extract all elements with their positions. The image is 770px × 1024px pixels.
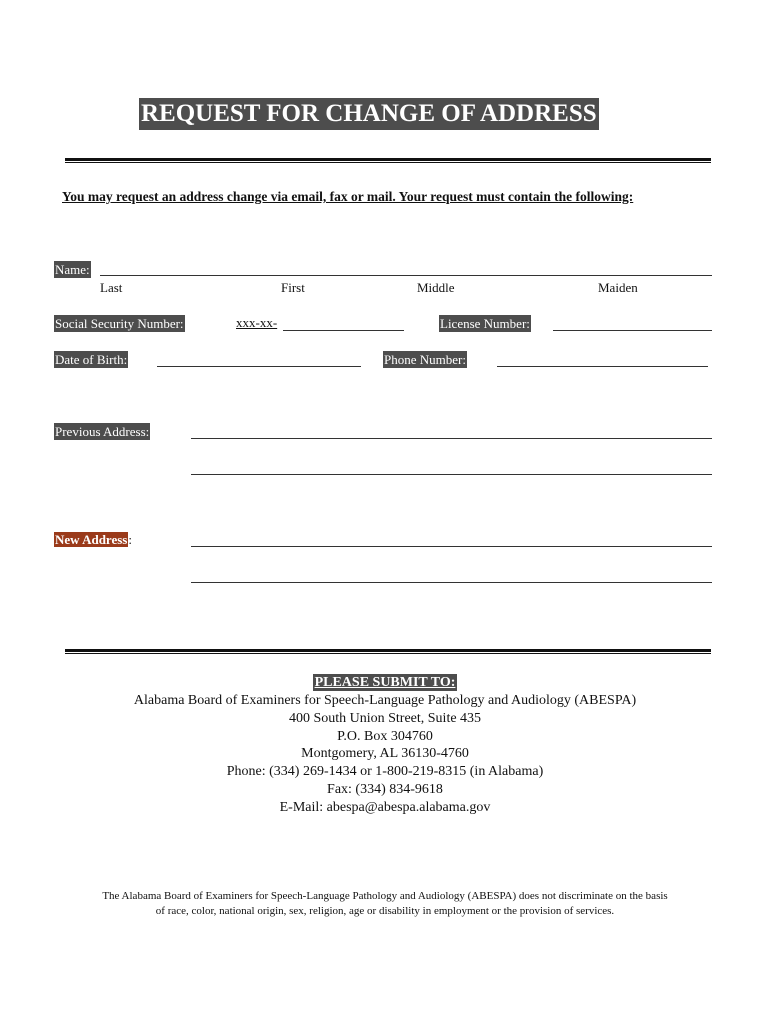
ssn-prefix: xxx-xx- <box>236 315 278 330</box>
name-sublabel-middle: Middle <box>417 280 455 295</box>
instructions-text: You may request an address change via email, fax or mail. Your request must contain the following: <box>62 189 634 204</box>
submit-header-wrap <box>0 674 770 691</box>
new-address-label-wrap <box>54 531 132 549</box>
phone-number-field[interactable] <box>497 366 708 367</box>
submit-line-po-box: P.O. Box 304760 <box>337 728 433 744</box>
nondiscrimination-footer <box>40 889 730 919</box>
dob-label: Date of Birth: <box>55 352 128 367</box>
ssn-label: Social Security Number: <box>55 316 184 331</box>
submit-line-fax: Fax: (334) 834-9618 <box>327 781 443 797</box>
previous-address-line-2[interactable] <box>191 474 712 475</box>
phone-number-label: Phone Number: <box>384 352 466 367</box>
submit-line-email: E-Mail: abespa@abespa.alabama.gov <box>279 799 491 815</box>
footer-line-1: The Alabama Board of Examiners for Speech-Language Pathology and Audiology (ABESPA) does not discriminate on the basis <box>102 890 668 902</box>
previous-address-line-1[interactable] <box>191 438 712 439</box>
name-sublabel-last: Last <box>100 280 123 295</box>
footer-line-2: of race, color, national origin, sex, religion, age or disability in employment or the provision of services. <box>155 905 615 917</box>
license-number-field[interactable] <box>553 330 712 331</box>
submit-address-block <box>0 692 770 817</box>
new-address-colon: : <box>128 532 132 547</box>
new-address-label: New Address <box>55 532 128 547</box>
submit-line-phone: Phone: (334) 269-1434 or 1-800-219-8315 (in Alabama) <box>226 764 544 780</box>
name-sublabel-first: First <box>281 280 305 295</box>
submit-line-city: Montgomery, AL 36130-4760 <box>301 746 469 762</box>
name-field[interactable] <box>100 275 712 276</box>
name-label: Name: <box>55 262 90 277</box>
submit-header: PLEASE SUBMIT TO: <box>314 675 456 690</box>
previous-address-label: Previous Address: <box>55 424 150 439</box>
submit-rule <box>65 649 711 654</box>
ssn-field[interactable] <box>283 330 404 331</box>
header-rule <box>65 158 711 163</box>
submit-line-board: Alabama Board of Examiners for Speech-Language Pathology and Audiology (ABESPA) <box>133 693 637 708</box>
name-sublabel-maiden: Maiden <box>598 280 638 295</box>
dob-field[interactable] <box>157 366 361 367</box>
license-number-label: License Number: <box>440 316 530 331</box>
new-address-line-1[interactable] <box>191 546 712 547</box>
form-title: REQUEST FOR CHANGE OF ADDRESS <box>139 98 599 130</box>
submit-line-street: 400 South Union Street, Suite 435 <box>288 710 482 726</box>
new-address-line-2[interactable] <box>191 582 712 583</box>
